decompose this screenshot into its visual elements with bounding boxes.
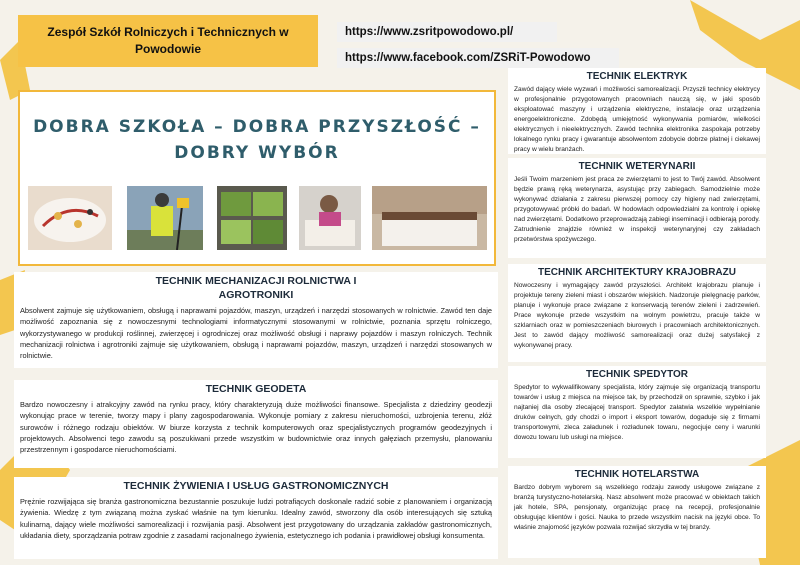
section-technik-spedytor [508,366,766,458]
section-text: Prężnie rozwijająca się branża gastronomiczna bezustannie poszukuje ludzi potrafiących doskonale radzić sobie z planowaniem i organizacją żywienia. Wiedzę z tym związaną można zyskać właśnie na tym kierunku. Idealny zawód, stworzony dla osób interesujących się sztuką kulinarną, dający wiele możliwości samorealizacji i rozwijania pasji. Absolwent jest przygotowany do urządzania zakładów gastronomicznych, układania diety, sporządzania potraw zgodnie z zasadami racjonalnego żywienia, estetycznego ich podania i prawidłowej obsługi konsumenta. [20,497,492,540]
section-text: Zawód dający wiele wyzwań i możliwości samorealizacji. Przyszli technicy elektrycy w profesjonalnie przygotowanych pracowniach nauczą się, w jaki sposób eksploatować maszyny i urządzenia elektryczne, instalacje oraz urządzenia energoelektroniczne. Zdobędą umiejętność wykonywania pomiarów, wielkości elektrycznych i nieelektrycznych. Zawód technika elektronika zaspokaja potrzeby lokalnego rynku pracy i gwarantuje absolwentom zdobycie dobrze płatnej i ciekawej pracy w wielu branżach. [514,86,760,153]
section-technik-elektryk [508,68,766,154]
section-technik-weterynarii [508,158,766,258]
hero-panel [18,90,496,266]
slogan-line-2: DOBRY WYBÓR [174,143,340,164]
slogan [20,114,494,167]
section-technik-architektury [508,264,766,362]
photo-plants-trays [217,186,287,250]
section-title-line-2: AGROTRONIKI [218,289,294,301]
section-title-line-1: TECHNIK MECHANIZACJI ROLNICTWA I [155,275,357,287]
photo-student-drawing [299,186,361,250]
photo-geodesy-surveyor [127,186,203,250]
photo-hotel-room [372,186,487,250]
photo-food-dish [28,186,112,250]
website-link[interactable]: https://www.zsritpowodowo.pl/ [345,26,514,38]
section-title: TECHNIK GEODETA [205,383,307,395]
section-technik-mechanizacji [14,272,498,368]
section-title: TECHNIK ELEKTRYK [586,71,688,82]
section-technik-hotelarstwa [508,466,766,558]
section-text: Bardzo dobrym wyborem są wszelkiego rodzaju zawody usługowe związane z branżą turystyczno-hotelarską. Nasz absolwent może pracować w obiektach takich jak hotele, SPA, pensjonaty, organizując pracę na recepcji, profesjonalnie obsługując klientów i gości. Nauka to przede wszystkim nacisk na języki obce. To właśnie znajomość języków pozwala rozwijać skrzydła w tej branży. [514,484,760,531]
section-text: Nowoczesny i wymagający zawód przyszłości. Architekt krajobrazu planuje i projektuje tereny zieleni miast i obszarów wiejskich. Nadzoruje pielęgnację parków, planuje i wykonuje prace związane z konserwacją terenów zieleni i zadrzewień. Prace wykonuje przede wszystkim na wolnym powietrzu, pracuje także w szklarniach oraz w pomieszczeniach biurowych i pracowniach architektonicznych. Jest to zawód dający możliwość samorealizacji oraz dużej satysfakcji z wykonywanej pracy. [514,282,760,349]
section-title: TECHNIK HOTELARSTWA [574,469,700,480]
section-title: TECHNIK ARCHITEKTURY KRAJOBRAZU [538,267,736,278]
section-text: Absolwent zajmuje się użytkowaniem, obsługą i naprawami pojazdów, maszyn, urządzeń i narzędzi stosowanych w rolnictwie. Zawód ten daje możliwość zapoznania się z nowoczesnymi technologiami informatycznymi stosowanymi w rolnictwie, poznania sprzętu rolniczego, wykorzystywanego w produkcji roślinnej, zwierzęcej i ogrodniczej oraz możliwość obsługi i naprawy pojazdów i maszyn rolniczych. Technik mechanizacji rolnictwa i agrotroniki zajmuje się użytkowaniem, obsługą i naprawami pojazdów, maszyn, urządzeń i narzędzi stosowanych w rolnictwie. [20,306,492,361]
school-name: Zespół Szkół Rolniczych i Technicznych w Powodowie [47,24,289,56]
section-text: Bardzo nowoczesny i atrakcyjny zawód na rynku pracy, który charakteryzują duże możliwości finansowe. Specjalista z dziedziny geodezji wykonując prace w terenie, tworzy mapy i plany zagospodarowania. Wykonuje pomiary z zakresu nieruchomości, uzbrojenia terenu, złóż surowców i różnego rodzaju obiektów. W biurze korzysta z technik komputerowych oraz specjalistycznych programów geodezyjnych i projektowych. Absolwenci tego zawodu są poszukiwani przede wszystkim w budownictwie oraz innych gałęziach przemysłu, planowaniu przestrzennym i gospodarce nieruchomościami. [20,400,492,455]
section-title: TECHNIK SPEDYTOR [585,369,689,380]
facebook-link-box[interactable] [337,48,619,68]
slogan-line-1: DOBRA SZKOŁA – DOBRA PRZYSZŁOŚĆ – [33,117,481,137]
section-technik-geodeta [14,380,498,468]
section-title: TECHNIK WETERYNARII [578,161,696,172]
section-text: Jeśli Twoim marzeniem jest praca ze zwierzętami to jest to Twój zawód. Absolwent będzie prawą ręką weterynarza, asystując przy zabiegach. Samodzielnie może wykonywać działania z zakresu pierwszej pomocy czy higieny nad zwierzętami, przygotowywać próbki do badań. W hodowlach odpowiedzialni za kontrolę i opiekę nad zwierzętami. Dodatkowo przeprowadzają zabiegi inseminacji i odbierają porody. Zatrudnienie znajdzie również w inspekcji weterynaryjnej czy zakładach przetwórstwa spożywczego. [514,176,760,243]
facebook-link[interactable]: https://www.facebook.com/ZSRiT-Powodowo [345,52,591,64]
school-name-box [18,15,318,67]
section-title: TECHNIK ŻYWIENIA I USŁUG GASTRONOMICZNYCH [123,480,389,492]
website-link-box[interactable] [337,22,557,42]
section-technik-zywienia [14,477,498,559]
section-text: Spedytor to wykwalifikowany specjalista, który zajmuje się organizacją transportu towarów i usług z miejsca na miejsce tak, by przechodził on sprawnie, szybko i jak najtaniej dla osoby zlecającej transport. Spedytor załatwia wszelkie wypełnianie druków celnych, gdy chodzi o import i eksport towarów, dogaduje się z firmami transportowymi, zleca załadunek i rozładunek towaru, negocjuje ceny i warunki dowozu towaru lub usługi na miejsce. [514,384,760,441]
